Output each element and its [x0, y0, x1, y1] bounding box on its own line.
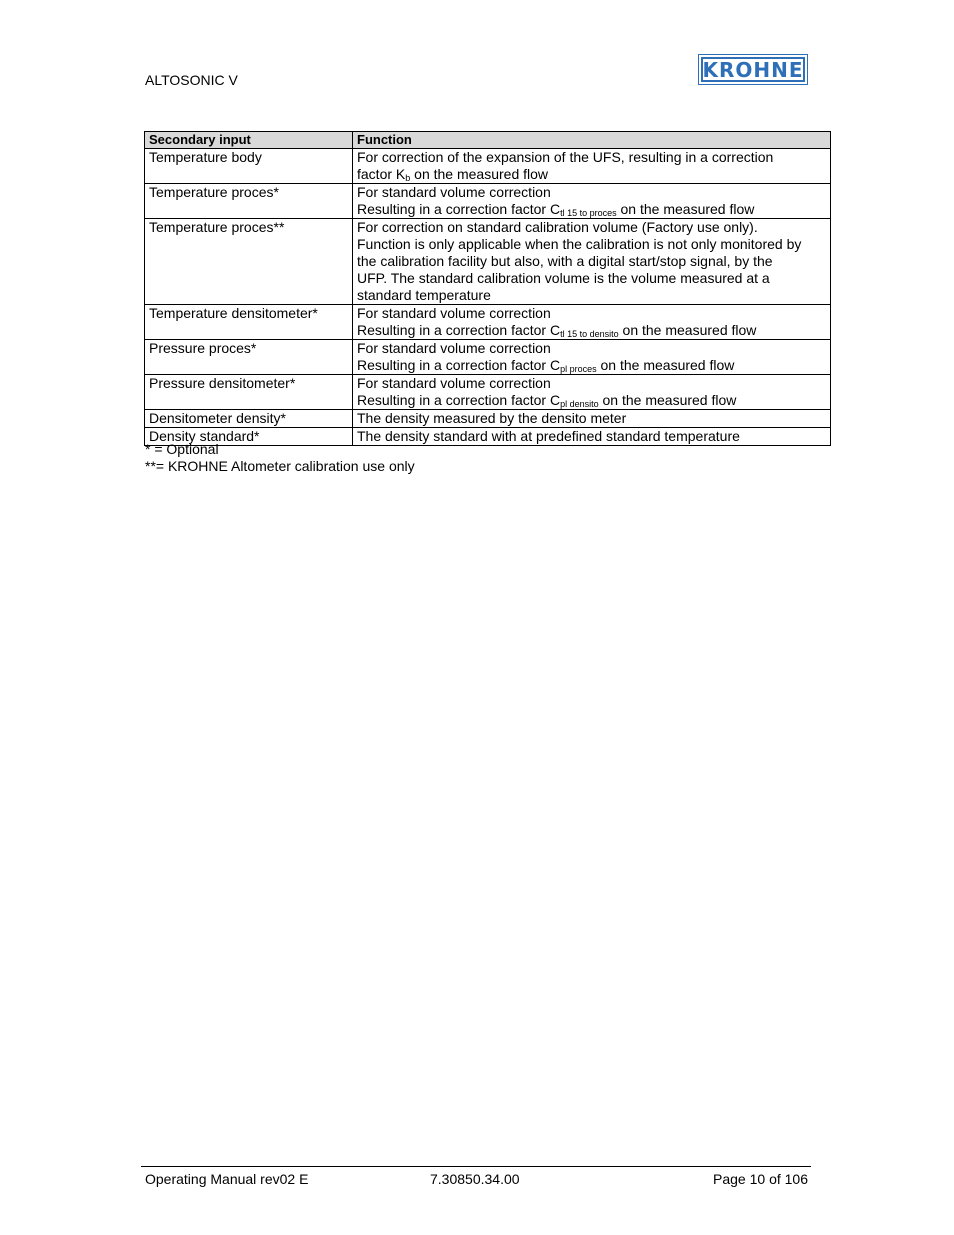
- table-row: [145, 340, 831, 375]
- function-cell: [353, 149, 831, 184]
- function-text: Resulting in a correction factor C: [357, 322, 561, 338]
- footer-divider: [141, 1166, 811, 1167]
- footer-document-number: 7.30850.34.00: [430, 1171, 520, 1187]
- function-line: [357, 357, 826, 374]
- secondary-input-cell: Pressure densitometer*: [145, 375, 353, 410]
- table-row: [145, 305, 831, 340]
- secondary-input-cell: Temperature proces*: [145, 184, 353, 219]
- table-row: [145, 184, 831, 219]
- secondary-input-cell: Densitometer density*: [145, 410, 353, 428]
- function-line: The density standard with at predefined standard temperature: [357, 428, 740, 444]
- factor-subscript: b: [405, 173, 411, 183]
- function-cell: [353, 184, 831, 219]
- function-line: For standard volume correction: [357, 340, 551, 356]
- function-line: [357, 201, 826, 218]
- function-line: [357, 322, 826, 339]
- function-cell: [353, 340, 831, 375]
- krohne-logo: [698, 54, 808, 85]
- function-text: factor K: [357, 166, 406, 182]
- function-cell: [353, 219, 831, 305]
- function-cell: [353, 410, 831, 428]
- factor-subscript: pl proces: [560, 364, 597, 374]
- footnotes: [145, 441, 415, 475]
- column-header-secondary-input: Secondary input: [145, 132, 353, 149]
- function-text: on the measured flow: [596, 357, 735, 373]
- column-header-function: Function: [353, 132, 831, 149]
- table-row: [145, 219, 831, 305]
- table-body: [145, 149, 831, 446]
- function-text: on the measured flow: [598, 392, 737, 408]
- footer-page-number: Page 10 of 106: [713, 1171, 808, 1187]
- document-title: ALTOSONIC V: [145, 72, 238, 88]
- footer-manual-revision: Operating Manual rev02 E: [145, 1171, 309, 1187]
- function-text: Resulting in a correction factor C: [357, 201, 561, 217]
- function-cell: [353, 305, 831, 340]
- function-text: on the measured flow: [616, 201, 755, 217]
- function-text: Resulting in a correction factor C: [357, 392, 561, 408]
- factor-subscript: pl densito: [560, 399, 599, 409]
- function-line: For standard volume correction: [357, 184, 551, 200]
- factor-subscript: tl 15 to proces: [560, 208, 617, 218]
- function-line: standard temperature: [357, 287, 491, 303]
- logo-text: KROHNE: [702, 57, 804, 82]
- secondary-input-cell: Temperature densitometer*: [145, 305, 353, 340]
- function-line: For standard volume correction: [357, 305, 551, 321]
- function-line: UFP. The standard calibration volume is the volume measured at a: [357, 270, 770, 286]
- function-cell: [353, 428, 831, 446]
- footnote-optional: * = Optional: [145, 441, 219, 457]
- function-line: The density measured by the densito meter: [357, 410, 627, 426]
- secondary-input-cell: Density standard*: [145, 428, 353, 446]
- secondary-input-cell: Temperature body: [145, 149, 353, 184]
- table-row: [145, 375, 831, 410]
- table-header-row: [145, 132, 831, 149]
- function-line: For correction of the expansion of the UFS, resulting in a correction: [357, 149, 774, 165]
- factor-subscript: tl 15 to densito: [560, 329, 619, 339]
- function-text: Resulting in a correction factor C: [357, 357, 561, 373]
- function-line: Function is only applicable when the calibration is not only monitored by: [357, 236, 802, 252]
- function-line: [357, 392, 826, 409]
- logo-frame: [701, 57, 805, 82]
- function-text: on the measured flow: [410, 166, 549, 182]
- secondary-input-cell: Temperature proces**: [145, 219, 353, 305]
- function-cell: [353, 375, 831, 410]
- function-line: For correction on standard calibration volume (Factory use only).: [357, 219, 758, 235]
- table-row: [145, 410, 831, 428]
- footnote-calibration: **= KROHNE Altometer calibration use only: [145, 458, 415, 474]
- secondary-input-cell: Pressure proces*: [145, 340, 353, 375]
- secondary-input-table: [144, 131, 831, 446]
- function-line: [357, 166, 826, 183]
- function-line: the calibration facility but also, with a digital start/stop signal, by the: [357, 253, 773, 269]
- table-row: [145, 149, 831, 184]
- function-line: For standard volume correction: [357, 375, 551, 391]
- function-text: on the measured flow: [618, 322, 757, 338]
